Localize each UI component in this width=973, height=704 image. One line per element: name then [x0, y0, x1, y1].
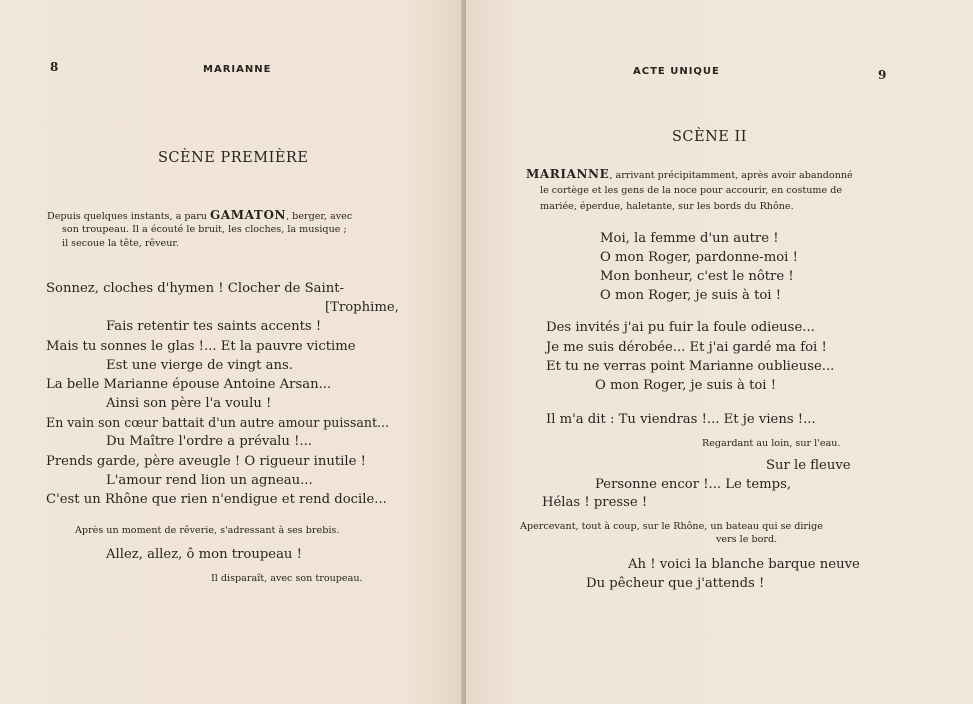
- right-page: [466, 0, 973, 704]
- running-head: ACTE UNIQUE: [633, 66, 720, 77]
- verse-line: [Trophime,: [325, 300, 399, 315]
- verse-line: L'amour rend lion un agneau...: [106, 473, 313, 488]
- exit-direction: Il disparaît, avec son troupeau.: [211, 573, 363, 584]
- verse-line: Du Maître l'ordre a prévalu !...: [106, 434, 312, 449]
- verse-line: Personne encor !... Le temps,: [595, 477, 792, 492]
- verse-line: Ah ! voici la blanche barque neuve: [628, 557, 860, 572]
- verse-line: C'est un Rhône que rien n'endigue et rend docile...: [46, 492, 387, 507]
- stage-direction-line: son troupeau. Il a écouté le bruit, les cloches, la musique ;: [62, 224, 347, 235]
- stage-direction-line: mariée, éperdue, haletante, sur les bords du Rhône.: [540, 201, 794, 212]
- stage-direction-line: Après un moment de rêverie, s'adressant à ses brebis.: [75, 525, 340, 536]
- stage-direction-text: , berger, avec: [286, 211, 353, 222]
- page-number: 9: [878, 68, 887, 82]
- verse-line: O mon Roger, pardonne-moi !: [600, 250, 798, 265]
- stage-direction-text: , arrivant précipitamment, après avoir abandonné: [609, 170, 853, 181]
- scene-title: SCÈNE II: [672, 129, 747, 145]
- verse-line: Sonnez, cloches d'hymen ! Clocher de Saint-: [46, 281, 345, 296]
- character-name: GAMATON: [210, 208, 287, 222]
- verse-line: Mon bonheur, c'est le nôtre !: [600, 269, 794, 284]
- page-number: 8: [50, 60, 59, 74]
- stage-direction-line: le cortège et les gens de la noce pour accourir, en costume de: [540, 185, 843, 196]
- verse-line: Je me suis dérobée... Et j'ai gardé ma foi !: [546, 340, 827, 355]
- character-name: MARIANNE: [526, 167, 610, 181]
- verse-line: O mon Roger, je suis à toi !: [600, 288, 782, 303]
- verse-line: Moi, la femme d'un autre !: [600, 231, 779, 246]
- verse-line: Du pêcheur que j'attends !: [586, 576, 765, 591]
- scene-title: SCÈNE PREMIÈRE: [158, 150, 309, 166]
- verse-line: Il m'a dit : Tu viendras !... Et je viens !...: [546, 412, 816, 427]
- verse-line: Prends garde, père aveugle ! O rigueur inutile !: [46, 454, 366, 469]
- verse-line: Des invités j'ai pu fuir la foule odieuse...: [546, 320, 815, 335]
- stage-direction-line: Apercevant, tout à coup, sur le Rhône, un bateau qui se dirige: [520, 521, 823, 532]
- verse-line: Sur le fleuve: [766, 458, 851, 473]
- verse-line: La belle Marianne épouse Antoine Arsan...: [46, 377, 332, 392]
- verse-line: Est une vierge de vingt ans.: [106, 358, 293, 373]
- verse-line: O mon Roger, je suis à toi !: [595, 378, 777, 393]
- stage-direction-line: il secoue la tête, rêveur.: [62, 238, 179, 249]
- verse-line: Hélas ! presse !: [542, 495, 648, 510]
- verse-line: Mais tu sonnes le glas !... Et la pauvre victime: [46, 339, 356, 354]
- verse-line: Et tu ne verras point Marianne oublieuse...: [546, 359, 835, 374]
- stage-direction-text: Depuis quelques instants, a paru: [47, 211, 211, 222]
- verse-line: Allez, allez, ô mon troupeau !: [106, 547, 302, 562]
- verse-line: Ainsi son père l'a voulu !: [106, 396, 272, 411]
- verse-line: En vain son cœur battait d'un autre amour puissant...: [46, 415, 390, 430]
- stage-direction-line: vers le bord.: [716, 534, 778, 545]
- stage-direction: [47, 208, 352, 224]
- verse-line: Fais retentir tes saints accents !: [106, 319, 322, 334]
- stage-direction-line: Regardant au loin, sur l'eau.: [702, 438, 841, 449]
- stage-direction: [526, 167, 853, 183]
- left-page: [0, 0, 463, 704]
- running-head: MARIANNE: [203, 64, 272, 75]
